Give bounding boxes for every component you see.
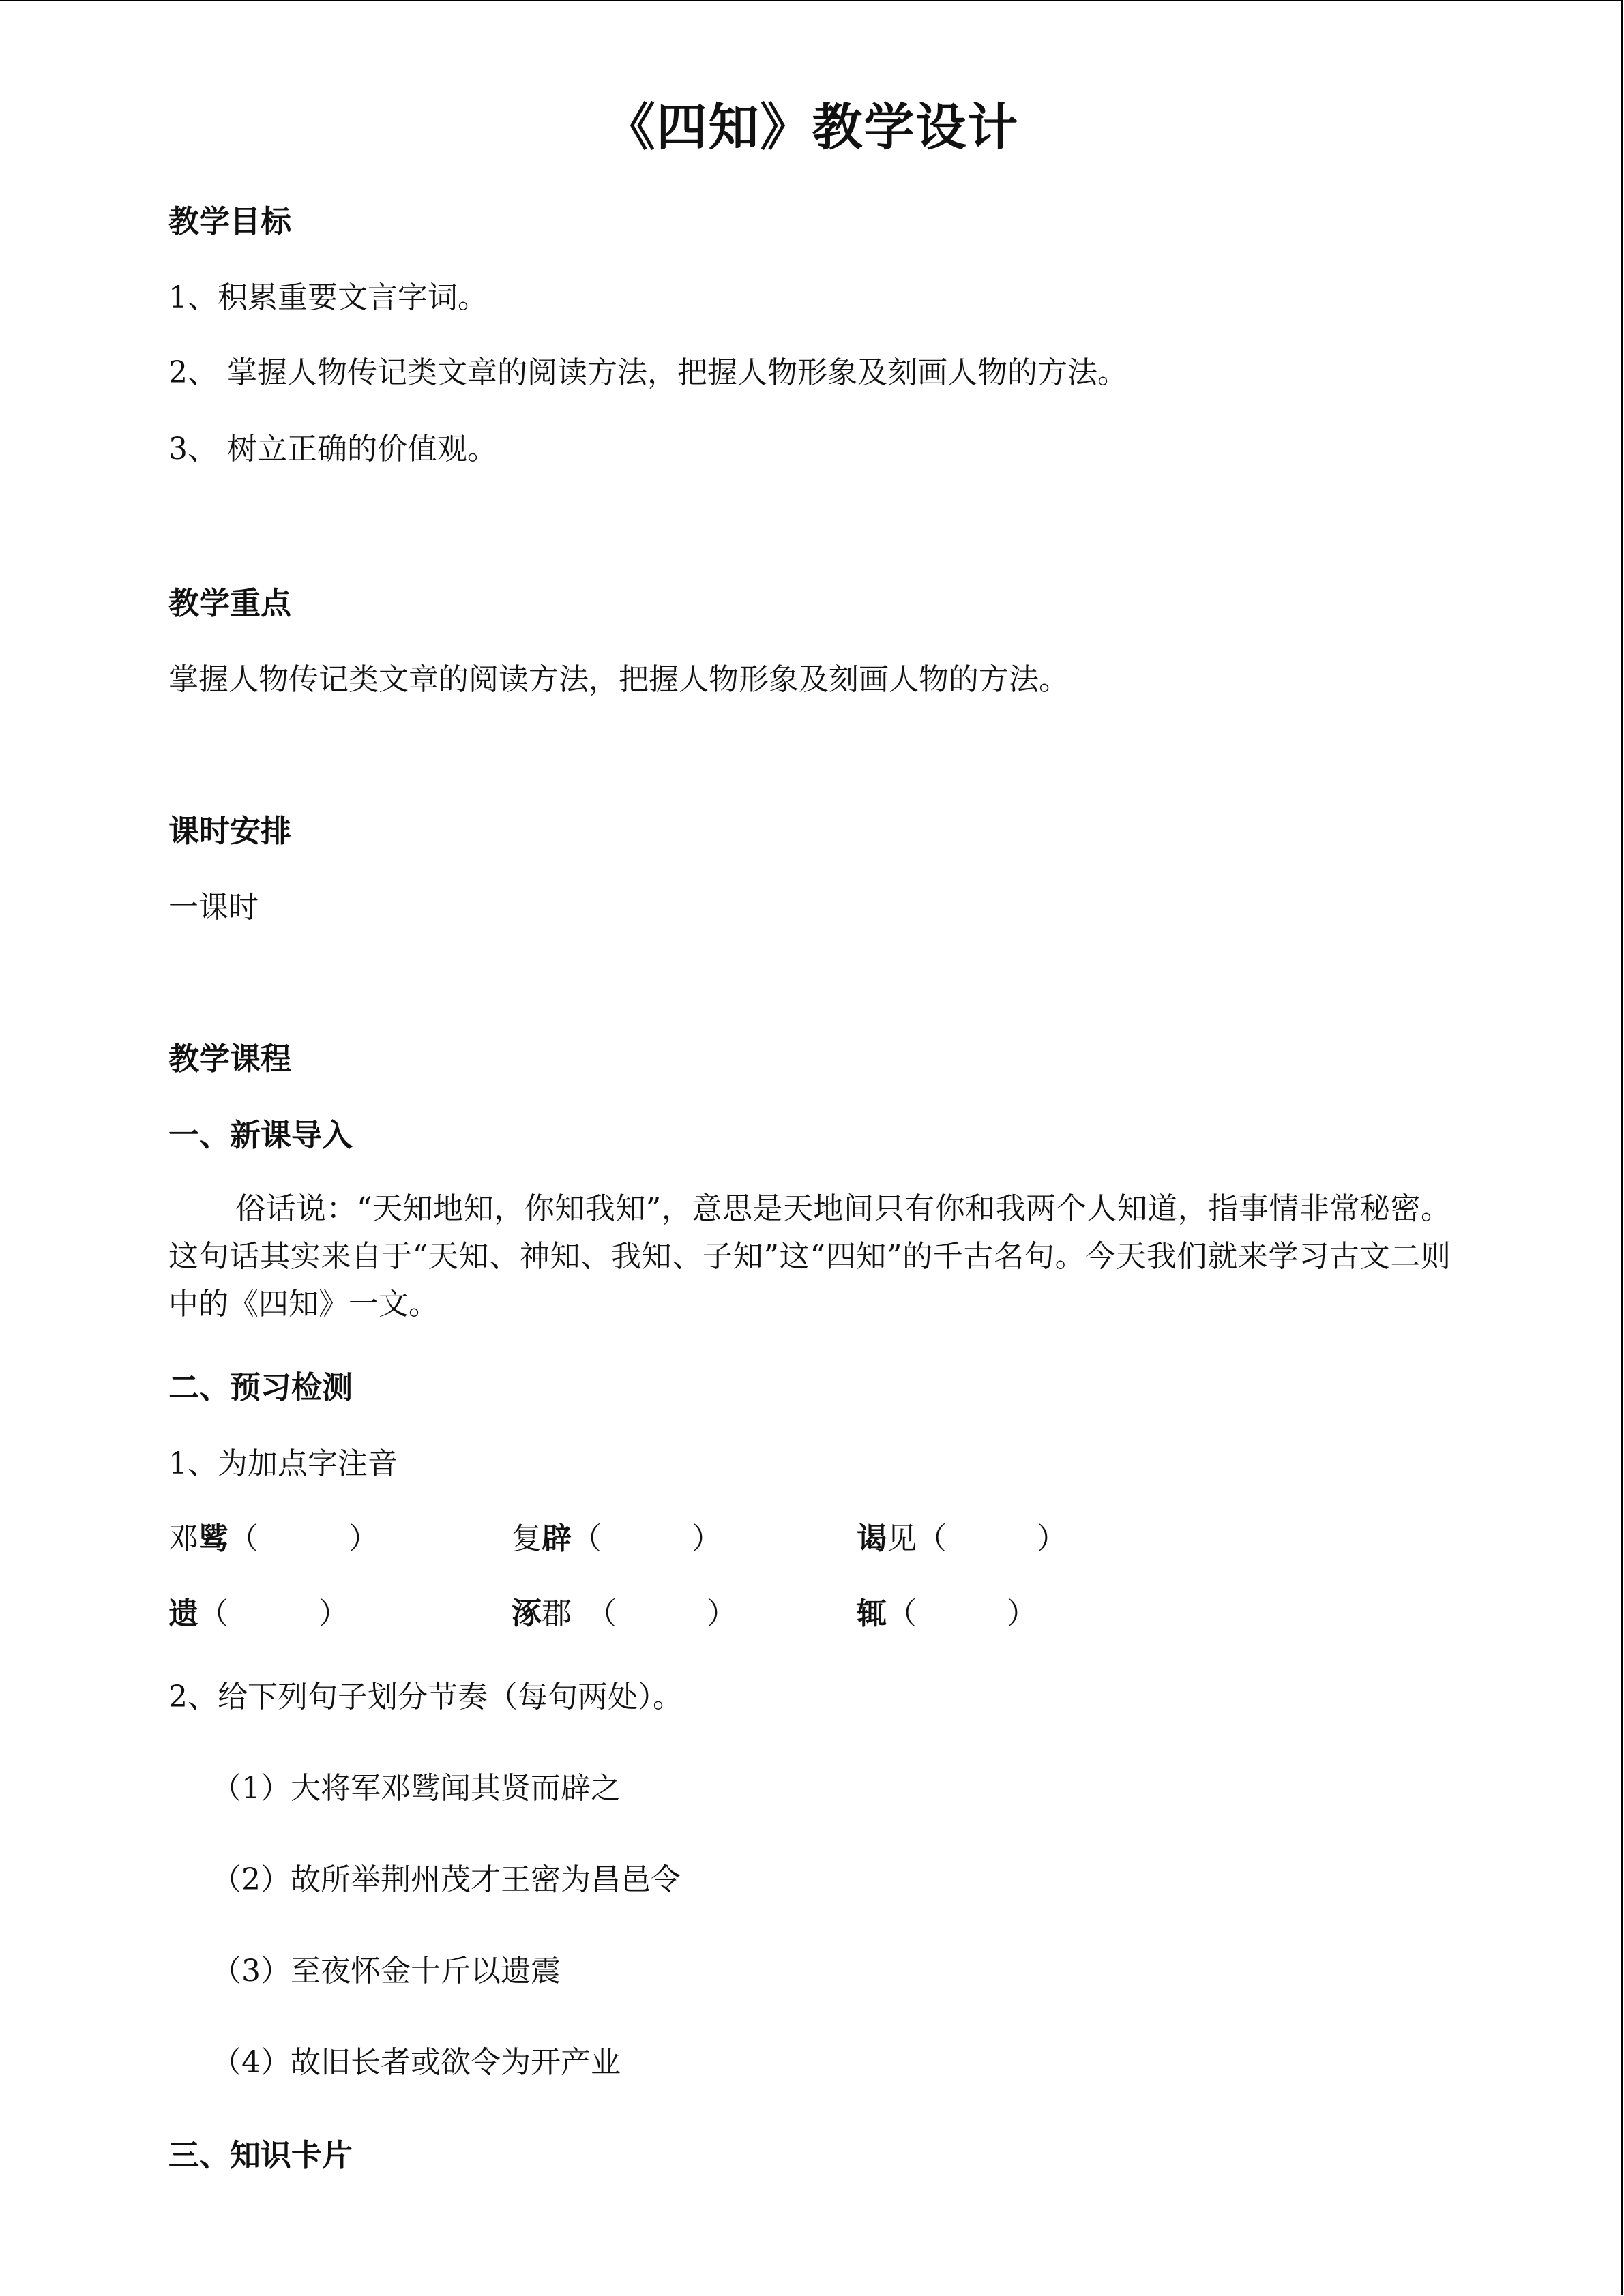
intro-paragraph: 俗话说：“天知地知，你知我知”，意思是天地间只有你和我两个人知道，指事情非常秘密。这句话其实来自于“天知、神知、我知、子知”这“四知”的千古名句。今天我们就来学习古文二则中的《四知》一文。 [168, 1191, 1451, 1322]
sentence-3: （3）至夜怀金十斤以遗震 [211, 1954, 561, 1988]
pinyin-blank: （ ） [228, 1521, 379, 1556]
sentence-2: （2）故所举荆州茂才王密为昌邑令 [211, 1862, 681, 1897]
pinyin-dotted-char: 遗 [168, 1596, 198, 1631]
section3-heading: 三、知识卡片 [168, 2137, 353, 2173]
section1-heading: 一、新课导入 [168, 1117, 353, 1153]
pinyin-dotted-char: 辟 [542, 1521, 572, 1556]
schedule-heading: 课时安排 [168, 813, 292, 849]
goal-item-3: 3、 树立正确的价值观。 [168, 432, 497, 466]
goal-item-1: 1、积累重要文言字词。 [168, 280, 488, 315]
pinyin-pre: 邓 [168, 1521, 198, 1556]
question-2: 2、给下列句子划分节奏（每句两处）。 [168, 1680, 683, 1714]
pinyin-item [512, 1514, 722, 1557]
process-heading: 教学课程 [168, 1041, 292, 1077]
pinyin-blank: 见（ ） [887, 1521, 1067, 1556]
goal-item-2: 2、 掌握人物传记类文章的阅读方法，把握人物形象及刻画人物的方法。 [168, 355, 1127, 390]
pinyin-item [168, 1589, 349, 1632]
pinyin-pre: 复 [512, 1521, 542, 1556]
sentence-4: （4）故旧长者或欲令为开产业 [211, 2045, 621, 2080]
goals-heading: 教学目标 [168, 203, 292, 239]
pinyin-dotted-char: 辄 [857, 1596, 887, 1631]
pinyin-item [857, 1589, 1037, 1632]
schedule-text: 一课时 [168, 890, 259, 925]
pinyin-blank: （ ） [887, 1596, 1037, 1631]
focus-text: 掌握人物传记类文章的阅读方法，把握人物形象及刻画人物的方法。 [168, 662, 1069, 697]
pinyin-item [512, 1589, 737, 1632]
focus-heading: 教学重点 [168, 585, 292, 621]
pinyin-blank: （ ） [198, 1596, 349, 1631]
pinyin-dotted-char: 涿 [512, 1596, 542, 1631]
pinyin-blank: （ ） [572, 1521, 722, 1556]
document-title: 《四知》教学设计 [604, 98, 1020, 157]
sentence-1: （1）大将军邓骘闻其贤而辟之 [211, 1771, 621, 1806]
pinyin-item [168, 1514, 379, 1557]
pinyin-item [857, 1514, 1067, 1557]
pinyin-dotted-char: 谒 [857, 1521, 887, 1556]
section2-heading: 二、预习检测 [168, 1369, 353, 1405]
pinyin-dotted-char: 骘 [198, 1521, 228, 1556]
question-1: 1、为加点字注音 [168, 1446, 398, 1481]
pinyin-blank: 郡 （ ） [542, 1596, 737, 1631]
